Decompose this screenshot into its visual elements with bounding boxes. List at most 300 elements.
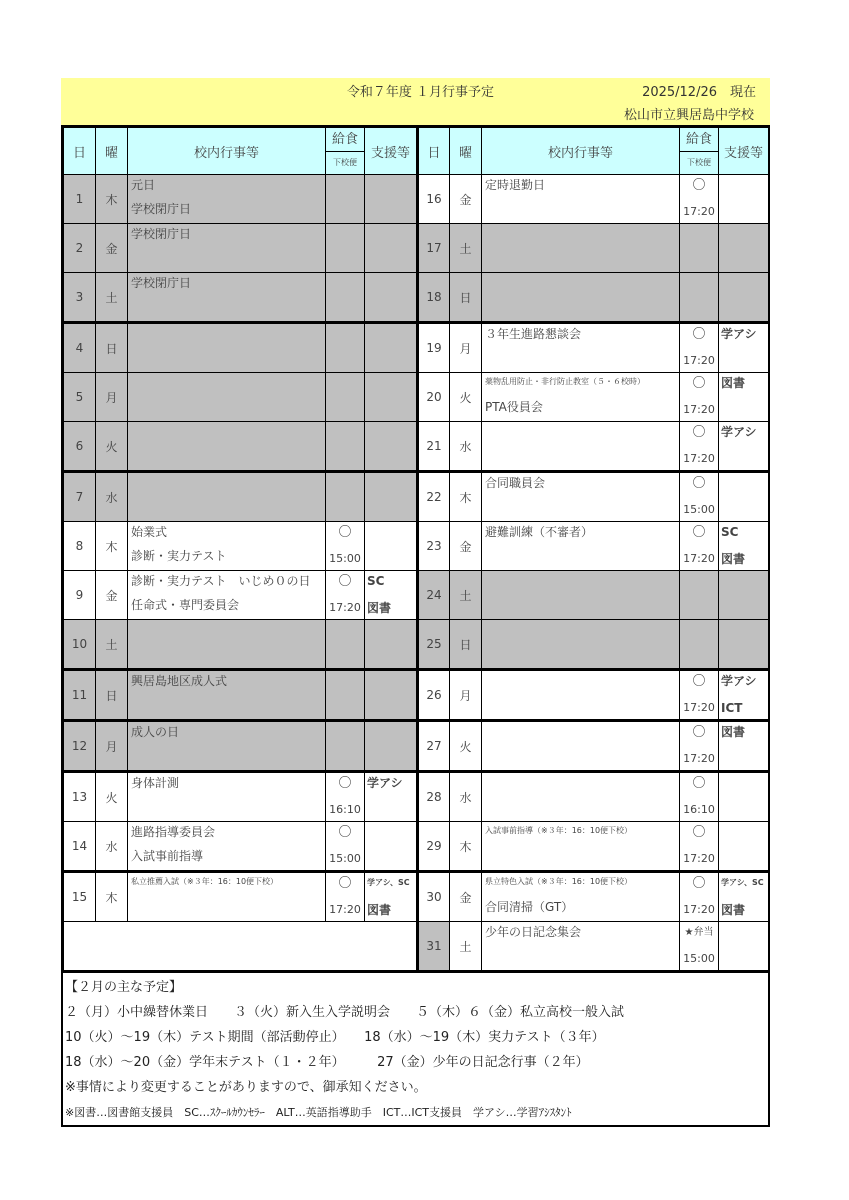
support-cell [719,422,769,472]
lunch-cell [680,175,719,224]
col-events-right: 校内行事等 [482,128,680,175]
table-row [64,872,769,922]
bus-time [326,695,364,719]
event-cell [128,620,326,670]
col-bus-label-right: 下校便 [687,158,711,167]
support-line-2 [721,497,768,521]
bus-time [326,297,364,321]
support-line-1 [367,175,416,199]
event-cell [482,822,680,872]
event-line-2: 学校閉庁日 [131,202,192,216]
table-row [64,472,769,522]
event-line-2 [131,695,325,719]
support-line-1 [721,822,768,846]
support-cell [365,522,418,571]
support-line-1: 学アシ、SC [367,878,410,887]
weekday: 木 [96,872,128,922]
event-line-1 [131,422,325,446]
col-weekday: 曜 [96,128,128,175]
support-line-2 [721,595,768,619]
event-cell [482,273,680,323]
lunch-mark [680,273,718,297]
lunch-mark: 〇 [692,425,706,440]
bus-time [326,397,364,421]
support-cell [719,273,769,323]
col-lunch-label: 給食 [326,128,364,152]
bus-time: 15:00 [683,503,715,516]
col-support-right: 支援等 [719,128,769,175]
weekday: 木 [96,522,128,571]
lunch-cell [326,472,365,522]
day-number: 29 [418,822,450,872]
support-cell [719,472,769,522]
event-cell [128,373,326,422]
col-day-right: 日 [418,128,450,175]
lunch-mark [326,273,364,297]
support-line-2 [367,695,416,719]
col-lunch-right [680,128,719,175]
event-line-1: 少年の日記念集会 [485,925,582,939]
weekday: 木 [450,822,482,872]
day-number: 17 [418,224,450,273]
lunch-mark [326,324,364,348]
table-row [64,620,769,670]
day-number: 18 [418,273,450,323]
event-line-1: 薬物乱用防止・非行防止教室（５・６校時） [485,377,645,386]
bus-time: 15:00 [329,852,361,865]
support-line-1 [367,373,416,397]
event-line-2: 合同清掃（GT） [485,900,574,914]
event-cell [128,175,326,224]
lunch-mark: 〇 [692,876,706,891]
weekday: 水 [450,422,482,472]
support-line-2: 図書 [721,552,746,566]
lunch-cell [680,571,719,620]
table-row [64,922,769,971]
event-line-1: ３年生進路懇談会 [485,327,582,341]
lunch-mark [326,722,364,746]
lunch-cell [326,224,365,273]
support-line-1: 学アシ [721,327,757,341]
support-cell [365,323,418,373]
lunch-mark [680,571,718,595]
weekday: 木 [96,175,128,224]
support-cell [365,571,418,620]
event-cell [482,772,680,822]
support-line-1 [721,773,768,797]
support-cell [719,872,769,922]
support-line-2 [721,746,768,770]
lunch-cell [680,872,719,922]
weekday: 日 [450,620,482,670]
support-line-2 [721,199,768,223]
support-cell [719,721,769,772]
lunch-mark: 〇 [338,525,352,540]
event-line-1: 元日 [131,178,156,192]
day-number: 2 [64,224,96,273]
day-number: 31 [418,922,450,971]
notes-heading: 【２月の主な予定】 [65,980,183,995]
weekday: 水 [450,772,482,822]
bus-time: 17:20 [683,205,715,218]
support-cell [719,772,769,822]
event-cell [482,472,680,522]
weekday: 日 [450,273,482,323]
day-number: 8 [64,522,96,571]
notes-line-2: 10（火）～19（木）テスト期間（部活動停止） 18（水）～19（木）実力テスト（３年） [65,1030,605,1045]
lunch-mark [326,671,364,695]
event-line-2: 診断・実力テスト [131,549,227,563]
col-lunch [326,128,365,175]
support-cell [365,721,418,772]
table-row [64,721,769,772]
event-line-1: 県立特色入試（※３年：16：10便下校） [485,877,633,886]
lunch-mark: 〇 [338,574,352,589]
support-line-2 [367,497,416,521]
support-cell [719,522,769,571]
support-line-2 [367,446,416,470]
support-line-1 [367,722,416,746]
bus-time: 17:20 [683,752,715,765]
event-line-1: 合同職員会 [485,476,546,490]
support-line-2 [721,348,768,372]
bus-time: 17:20 [683,903,715,916]
lunch-cell [326,620,365,670]
bus-time: 15:00 [683,952,715,965]
support-line-1: 学アシ、SC [721,878,764,887]
support-line-1 [367,473,416,497]
lunch-mark: 〇 [692,476,706,491]
day-number: 13 [64,772,96,822]
event-cell [482,872,680,922]
event-cell [482,422,680,472]
lunch-mark: ★弁当 [684,927,714,938]
event-cell [482,323,680,373]
notes-line-3: 18（水）～20（金）学年末テスト（１・２年） 27（金）少年の日記念行事（２年） [65,1055,589,1070]
lunch-cell [326,373,365,422]
event-cell [482,175,680,224]
lunch-mark [680,224,718,248]
day-number: 6 [64,422,96,472]
bus-time [680,595,718,619]
bus-time: 17:20 [683,354,715,367]
support-line-1 [721,175,768,199]
event-line-2 [131,348,325,372]
support-cell [719,620,769,670]
bus-time [326,446,364,470]
event-cell [128,772,326,822]
event-line-2 [131,897,325,921]
event-line-1 [485,620,679,644]
lunch-cell [680,772,719,822]
bus-time: 17:20 [329,601,361,614]
event-line-2 [485,797,679,821]
lunch-mark [326,620,364,644]
event-line-2 [485,497,679,521]
event-line-1: 私立推薦入試（※３年：16：10便下校） [131,877,279,886]
event-line-1: 興居島地区成人式 [131,674,228,688]
day-number: 4 [64,323,96,373]
table-row [64,273,769,323]
support-cell [365,872,418,922]
event-line-1: 診断・実力テスト いじめ０の日 [131,574,311,588]
weekday: 火 [450,373,482,422]
weekday: 金 [96,224,128,273]
day-number: 7 [64,472,96,522]
event-cell [482,922,680,971]
weekday: 月 [450,323,482,373]
event-cell [128,422,326,472]
support-line-1 [721,273,768,297]
event-line-2 [131,797,325,821]
event-line-1 [485,722,679,746]
support-line-1 [367,522,416,546]
day-number: 23 [418,522,450,571]
support-line-1: 図書 [721,725,746,739]
lunch-cell [680,922,719,971]
support-line-2 [367,348,416,372]
lunch-mark [680,620,718,644]
day-number: 10 [64,620,96,670]
lunch-cell [680,273,719,323]
weekday: 日 [96,323,128,373]
event-cell [128,872,326,922]
support-line-1: 学アシ [367,776,403,790]
table-row [64,224,769,273]
day-number: 14 [64,822,96,872]
lunch-cell [326,772,365,822]
lunch-cell [326,670,365,721]
support-cell [365,472,418,522]
support-line-2: 図書 [721,903,746,917]
weekday: 月 [96,721,128,772]
table-row [64,522,769,571]
event-cell [128,323,326,373]
weekday: 月 [450,670,482,721]
lunch-cell [680,620,719,670]
event-line-1 [131,324,325,348]
event-line-2 [131,746,325,770]
support-line-2 [721,846,768,870]
support-line-2 [367,746,416,770]
support-line-1 [721,571,768,595]
page-title: 令和７年度 １月行事予定 [346,85,495,100]
event-line-2 [485,746,679,770]
day-number: 25 [418,620,450,670]
support-line-1: 図書 [721,376,746,390]
lunch-cell [326,323,365,373]
event-line-2 [485,546,679,570]
support-cell [365,670,418,721]
support-line-2 [721,946,768,970]
lunch-cell [326,571,365,620]
lunch-cell [326,822,365,872]
bus-time [326,497,364,521]
lunch-mark [326,224,364,248]
day-number: 28 [418,772,450,822]
support-line-2 [367,248,416,272]
event-line-2 [485,946,679,970]
support-line-2: ICT [721,701,743,715]
lunch-mark: 〇 [338,876,352,891]
event-line-2: 任命式・専門委員会 [131,598,240,612]
title-band [61,78,770,125]
lunch-mark [326,473,364,497]
lunch-cell [326,522,365,571]
support-line-2 [721,797,768,821]
event-line-1: 成人の日 [131,725,180,739]
event-line-1 [485,422,679,446]
day-number: 11 [64,670,96,721]
day-number: 19 [418,323,450,373]
bus-time: 17:20 [683,552,715,565]
day-number: 16 [418,175,450,224]
event-line-1 [485,224,679,248]
day-number: 3 [64,273,96,323]
day-number: 5 [64,373,96,422]
day-number: 12 [64,721,96,772]
support-line-2 [367,846,416,870]
event-cell [482,373,680,422]
weekday: 土 [450,224,482,273]
support-line-1 [721,620,768,644]
event-line-2 [131,397,325,421]
bus-time [680,248,718,272]
lunch-cell [680,422,719,472]
lunch-cell [680,522,719,571]
day-number: 26 [418,670,450,721]
lunch-mark: 〇 [692,376,706,391]
support-line-2 [367,297,416,321]
event-line-2 [485,297,679,321]
support-line-2 [367,199,416,223]
day-number: 27 [418,721,450,772]
table-row [64,822,769,872]
school-name: 松山市立興居島中学校 [623,108,754,123]
lunch-mark [326,175,364,199]
weekday: 火 [450,721,482,772]
lunch-cell [680,472,719,522]
lunch-mark: 〇 [692,725,706,740]
notes-caution: ※事情により変更することがありますので、御承知ください。 [65,1080,427,1095]
bus-time: 17:20 [683,701,715,714]
weekday: 金 [450,872,482,922]
lunch-cell [326,175,365,224]
weekday: 月 [96,373,128,422]
lunch-mark: 〇 [692,327,706,342]
support-cell [719,822,769,872]
event-line-1 [485,273,679,297]
support-line-1: 学アシ [721,674,757,688]
event-line-2: 入試事前指導 [131,849,204,863]
support-line-1 [367,822,416,846]
support-cell [719,323,769,373]
table-row [64,571,769,620]
lunch-mark: 〇 [692,825,706,840]
event-line-1 [131,373,325,397]
bus-time [326,644,364,668]
event-cell [128,273,326,323]
day-number: 9 [64,571,96,620]
event-line-2 [485,446,679,470]
bus-time: 17:20 [683,852,715,865]
lunch-cell [326,273,365,323]
event-line-2 [131,644,325,668]
event-line-1 [485,571,679,595]
support-line-2 [367,397,416,421]
header-row [64,128,769,175]
support-cell [365,224,418,273]
lunch-mark: 〇 [692,674,706,689]
weekday: 金 [96,571,128,620]
lunch-cell [326,721,365,772]
event-line-1 [131,620,325,644]
support-line-2 [721,397,768,421]
support-cell [365,273,418,323]
support-line-2: 図書 [367,903,392,917]
event-line-2 [485,199,679,223]
lunch-cell [680,822,719,872]
event-cell [482,224,680,273]
schedule-table [61,125,770,1127]
day-number: 1 [64,175,96,224]
weekday: 木 [450,472,482,522]
weekday: 水 [96,472,128,522]
support-line-1 [721,922,768,946]
table-row [64,772,769,822]
event-cell [482,620,680,670]
table-row [64,422,769,472]
event-line-2 [485,248,679,272]
support-line-2 [367,644,416,668]
lunch-mark: 〇 [338,776,352,791]
table-row [64,373,769,422]
bus-time: 17:20 [683,452,715,465]
event-cell [128,472,326,522]
event-line-2 [131,446,325,470]
support-cell [365,620,418,670]
lunch-cell [680,670,719,721]
lunch-mark: 〇 [692,776,706,791]
lunch-cell [680,224,719,273]
notes-legend: ※図書…図書館支援員 SC…ｽｸｰﾙｶｳﾝｾﾗｰ ALT…英語指導助手 ICT…ICT支援員 学アシ…学習ｱｼｽﾀﾝﾄ [65,1106,572,1119]
table-row [64,670,769,721]
day-number: 24 [418,571,450,620]
support-cell [365,422,418,472]
support-cell [365,822,418,872]
bus-time [326,248,364,272]
empty-cell [64,922,418,971]
notes-line-1: ２（月）小中繰替休業日 ３（火）新入生入学説明会 ５（木）６（金）私立高校一般入試 [65,1005,625,1020]
support-line-1 [367,422,416,446]
col-weekday-right: 曜 [450,128,482,175]
support-line-1 [367,224,416,248]
col-bus-label: 下校便 [333,158,357,167]
bus-time: 16:10 [329,803,361,816]
support-line-2 [367,797,416,821]
weekday: 水 [96,822,128,872]
support-cell [719,571,769,620]
event-cell [482,670,680,721]
support-line-1 [367,273,416,297]
event-line-2 [131,248,325,272]
as-of-date: 2025/12/26 現在 [642,85,756,100]
support-line-2 [721,644,768,668]
col-day: 日 [64,128,96,175]
event-cell [128,522,326,571]
lunch-cell [326,422,365,472]
support-line-1: 学アシ [721,425,757,439]
